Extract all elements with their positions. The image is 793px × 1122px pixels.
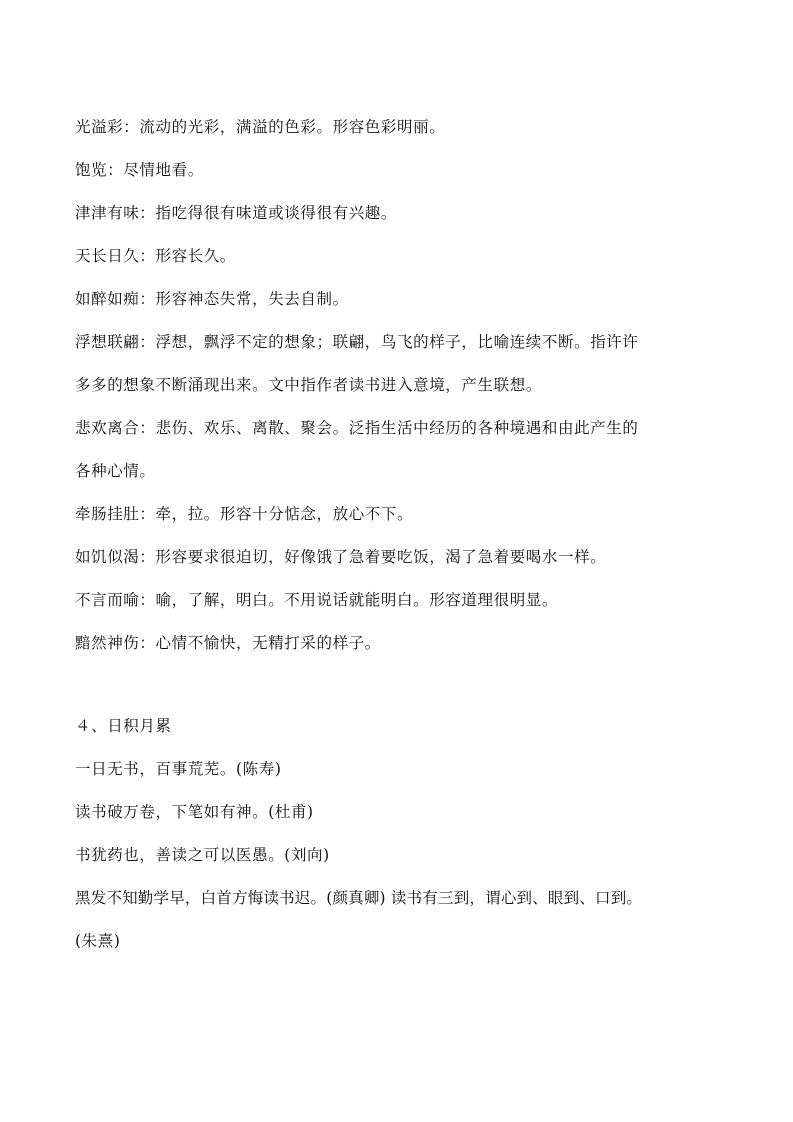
quote-line: 书犹药也，善读之可以医愚。(刘向) (75, 846, 330, 864)
vocab-line: 黯然神伤：心情不愉快，无精打采的样子。 (75, 634, 381, 652)
vocab-line: 多多的想象不断涌现出来。文中指作者读书进入意境，产生联想。 (75, 376, 542, 394)
section-heading: ４、日积月累 (75, 717, 172, 735)
vocab-line: 浮想联翩：浮想，飘浮不定的想象；联翩，鸟飞的样子，比喻连续不断。指许许 (75, 333, 639, 351)
quote-line: 一日无书，百事荒芜。(陈寿) (75, 760, 282, 778)
vocab-line: 津津有味：指吃得很有味道或谈得很有兴趣。 (75, 204, 398, 222)
vocab-line: 各种心情。 (75, 462, 156, 480)
vocab-line: 光溢彩：流动的光彩，满溢的色彩。形容色彩明丽。 (75, 118, 446, 136)
vocab-line: 饱览：尽情地看。 (75, 161, 204, 179)
vocab-line: 悲欢离合：悲伤、欢乐、离散、聚会。泛指生活中经历的各种境遇和由此产生的 (75, 419, 639, 437)
quote-line: 黑发不知勤学早，白首方悔读书迟。(颜真卿) 读书有三到，谓心到、眼到、口到。 (75, 889, 643, 907)
vocab-line: 如醉如痴：形容神态失常，失去自制。 (75, 290, 349, 308)
quote-line: 读书破万卷，下笔如有神。(杜甫) (75, 803, 314, 821)
vocab-line: 天长日久：形容长久。 (75, 247, 237, 265)
quote-line: (朱熹) (75, 932, 121, 950)
vocab-line: 不言而喻：喻，了解，明白。不用说话就能明白。形容道理很明显。 (75, 591, 559, 609)
vocab-line: 牵肠挂肚：牵，拉。形容十分惦念，放心不下。 (75, 505, 414, 523)
vocab-line: 如饥似渴：形容要求很迫切，好像饿了急着要吃饭，渴了急着要喝水一样。 (75, 548, 607, 566)
